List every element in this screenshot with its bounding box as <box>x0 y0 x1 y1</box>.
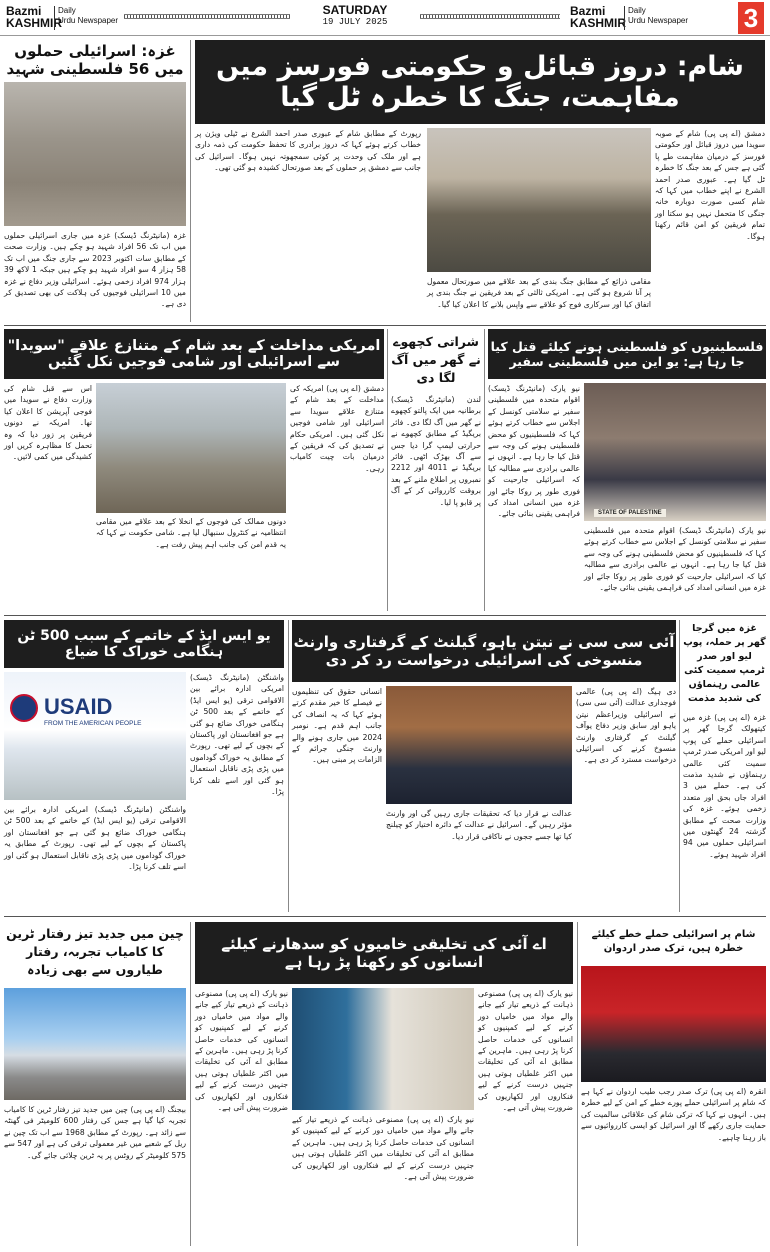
palestine-placard: STATE OF PALESTINE <box>594 509 666 517</box>
palestine-envoy-photo <box>584 383 766 521</box>
china-train-body: بیجنگ (اے پی پی) چین میں جدید تیز رفتار ٹرین کا کامیاب تجربہ کیا گیا ہے جس کی رفتار 600 کلومیٹر فی گھنٹہ سے زائد ہے۔ رپورٹ کے مطابق 1968 سے اب تک چین نے ریل کے شعبے میں غیر معمولی ترقی کی ہے اور 547 سے 575 کلومیٹر کے روٹس پر یہ ٹرین چلائی جائے گی۔ <box>4 1105 186 1160</box>
palestine-envoy-headline: فلسطینیوں کو فلسطینی ہونے کیلئے قتل کیا جا رہا ہے: یو این میں فلسطینی سفیر <box>488 329 766 379</box>
us-intervention-body-right: دمشق (اے پی پی) امریکہ کی مداخلت کے بعد شام کے متنازع علاقے سویدا سے اسرائیلی اور شامی فوجیں نکل گئی ہیں۔ امریکی حکام نے تصدیق کی کہ فریقین کے درمیان بات چیت کامیاب رہی۔ <box>290 384 384 473</box>
brand-line2-right: KASHMIR <box>570 16 626 30</box>
icc-body-left: انسانی حقوق کی تنظیموں نے فیصلے کا خیر مقدم کرتے ہوئے کہا کہ یہ انصاف کی جانب اہم قدم ہے۔ نومبر 2024 میں جاری ہونے والے وارنٹ جنگی جرائم کے الزامات پر مبنی ہیں۔ <box>292 687 382 765</box>
header-rule-left <box>124 14 290 19</box>
erdogan-body: انقرہ (اے پی پی) ترک صدر رجب طیب اردوان نے کہا ہے کہ شام پر اسرائیلی حملے پورے خطے کے امن کے لیے خطرہ ہیں۔ انہوں نے کہا کہ ترکی شام کی علاقائی سالمیت کی حمایت جاری رکھے گا اور اسرائیل کو ایسی کارروائیوں سے باز رہنا چاہیے۔ <box>581 1087 766 1142</box>
tagline-right-line1: Daily <box>628 6 646 15</box>
china-train-headline: چین میں جدید تیز رفتار ٹرین کا کامیاب تجربہ، رفتار طیاروں سے بھی زیادہ <box>4 922 186 982</box>
tagline-right-line2: Urdu Newspaper <box>628 16 689 25</box>
usaid-whitehouse-photo <box>4 672 186 800</box>
netanyahu-photo <box>386 686 572 804</box>
china-train-photo <box>4 988 186 1100</box>
brand-left <box>6 4 62 30</box>
column-rule-2 <box>387 329 388 611</box>
brand-line1-right: Bazmi <box>570 4 606 18</box>
tagline-left <box>58 6 120 26</box>
tagline-line1: Daily <box>58 6 76 15</box>
issue-day: SATURDAY <box>322 3 388 17</box>
gaza-body: غزہ (مانیٹرنگ ڈیسک) غزہ میں جاری اسرائیلی حملوں میں اب تک 56 افراد شہید ہو چکے ہیں۔ وزارت صحت کے مطابق سات اکتوبر 2023 سے جاری جنگ میں اب تک 58 ہزار 4 سو افراد شہید ہو چکے ہیں جبکہ 1 لاکھ 39 ہزار 974 افراد زخمی ہوئے۔ اسرائیلی وزیر دفاع نے غزہ میں 10 اسرائیلی فوجیوں کی ہلاکت کی بھی تصدیق کر دی ہے۔ <box>4 231 187 309</box>
brand-line1: Bazmi <box>6 4 42 18</box>
column-rule-7 <box>577 922 578 1246</box>
row-separator-3 <box>4 916 766 917</box>
ai-flaws-body-middle: نیو یارک (اے پی پی) مصنوعی ذہانت کے ذریعے تیار کیے جانے والے مواد میں خامیاں دور کرنے کے لیے کمپنیوں کو انسانوں کی خدمات حاصل کرنا پڑ رہی ہیں۔ ماہرین کے مطابق اے آئی کی تخلیقات میں اکثر غلطیاں ہوتی ہیں جنہیں درست کرنے کے لیے فنکاروں اور لکھاریوں کی ضرورت پیش آتی ہے۔ <box>292 1115 474 1182</box>
header-rule-right <box>420 14 560 19</box>
syria-druze-caption: مقامی ذرائع کے مطابق جنگ بندی کے بعد علاقے میں صورتحال معمول پر آنا شروع ہو گئی ہے۔ امریکی ثالثی کے بعد فریقین نے جنگ بندی پر اتفاق کیا اور سرکاری فوج کو علاقے سے واپس بلانے کا اعلان کیا گیا۔ <box>427 277 651 309</box>
sharti-body: لندن (مانیٹرنگ ڈیسک) برطانیہ میں ایک پالتو کچھوے نے گھر میں آگ لگا دی۔ فائر بریگیڈ کے مطابق کچھوے نے حرارتی لیمپ گرا دیا جس سے آگ بھڑک اٹھی۔ فائر بریگیڈ نے 4011 اور 2212 نمبروں پر اطلاع ملنے کے بعد بروقت کارروائی کر کے آگ پر قابو پا لیا۔ <box>391 395 481 507</box>
erdogan-headline: شام پر اسرائیلی حملے خطے کیلئے خطرہ ہیں، ترک صدر اردوان <box>581 922 766 962</box>
palestine-envoy-body-2: نیو یارک (مانیٹرنگ ڈیسک) اقوام متحدہ میں فلسطینی سفیر نے سلامتی کونسل کے اجلاس سے خطاب کرتے ہوئے کہا کہ فلسطینیوں کو محض فلسطینی ہونے کی وجہ سے قتل کیا جا رہا ہے۔ انہوں نے عالمی برادری سے مطالبہ کیا کہ اسرائیلی جارحیت کو فوری طور پر روکا جائے اور غزہ میں انسانی امداد کی فراہمی یقینی بنائی جائے۔ <box>584 526 766 593</box>
syria-druze-body-right: دمشق (اے پی پی) شام کے صوبہ سویدا میں دروز قبائل اور حکومتی فورسز کے درمیان مفاہمت طے پا گئی ہے جس کے بعد جنگ کا خطرہ ٹل گیا ہے۔ عبوری صدر احمد الشرع نے اپنے خطاب میں کہا کہ شام کسی صورت دوبارہ خانہ جنگی کا متحمل نہیں ہو سکتا اور تمام فریقین کو امن قائم رکھنا ہوگا۔ <box>655 129 765 241</box>
masthead <box>0 0 770 36</box>
column-rule-5 <box>679 620 680 912</box>
brand-separator-right <box>624 6 625 30</box>
icc-body-right: دی ہیگ (اے پی پی) عالمی فوجداری عدالت (آئی سی سی) نے اسرائیلی وزیراعظم نیتن یاہو اور سابق وزیر دفاع یوآف گیلنٹ کے گرفتاری وارنٹ منسوخ کرنے کی اسرائیلی درخواست مسترد کر دی ہے۔ <box>576 687 676 765</box>
ai-flaws-body-right: نیو یارک (اے پی پی) مصنوعی ذہانت کے ذریعے تیار کیے جانے والے مواد میں خامیاں دور کرنے کے لیے کمپنیوں کو انسانوں کی خدمات حاصل کرنا پڑ رہی ہیں۔ ماہرین کے مطابق اے آئی کی تخلیقات میں اکثر غلطیاں ہوتی ہیں جنہیں درست کرنے کے لیے فنکاروں اور لکھاریوں کی ضرورت پیش آتی ہے۔ <box>478 989 573 1113</box>
tagline-line2: Urdu Newspaper <box>58 16 119 25</box>
syria-troops-photo <box>96 383 286 513</box>
syria-druze-body-middle: رپورٹ کے مطابق شام کے عبوری صدر احمد الشرع نے ٹیلی ویژن پر خطاب کرتے ہوئے کہا کہ دروز برادری کا تحفظ حکومت کی ذمہ داری ہے اور ملک کی وحدت پر کوئی سمجھوتہ نہیں ہوگا۔ اسرائیل کی جانب سے دمشق پر حملوں کے بعد صورتحال کشیدہ ہو گئی تھی۔ <box>195 129 421 173</box>
syria-soldiers-photo <box>427 128 651 272</box>
icc-headline: آئی سی سی نے نیتن یاہو، گیلنٹ کے گرفتاری وارنٹ منسوخی کی اسرائیلی درخواست رد کر دی <box>292 620 676 682</box>
ai-robot-photo <box>292 988 474 1110</box>
sharti-headline: شراتی کچھوے نے گھر میں آگ لگا دی <box>391 329 481 391</box>
column-rule-3 <box>484 329 485 611</box>
column-rule <box>190 40 191 322</box>
gaza-headline: غزہ: اسرائیلی حملوں میں 56 فلسطینی شہید <box>4 40 186 80</box>
column-rule-4 <box>288 620 289 912</box>
usaid-seal-icon <box>10 694 38 722</box>
tagline-right <box>628 6 698 26</box>
gaza-church-body: غزہ (اے پی پی) غزہ میں کیتھولک گرجا گھر پر اسرائیلی حملے کی پوپ لیو اور امریکی صدر ٹرمپ سمیت کئی عالمی رہنماؤں نے شدید مذمت کی ہے۔ حملے میں 3 افراد جاں بحق اور متعدد زخمی ہوئے۔ غزہ کی وزارت صحت کے مطابق گزشتہ 24 گھنٹوں میں اسرائیلی حملوں میں 94 افراد شہید ہوئے۔ <box>683 713 766 859</box>
row-separator-2 <box>4 615 766 616</box>
ai-flaws-body-left: نیو یارک (اے پی پی) مصنوعی ذہانت کے ذریعے تیار کیے جانے والے مواد میں خامیاں دور کرنے کے لیے کمپنیوں کو انسانوں کی خدمات حاصل کرنا پڑ رہی ہیں۔ ماہرین کے مطابق اے آئی کی تخلیقات میں اکثر غلطیاں ہوتی ہیں جنہیں درست کرنے کے لیے فنکاروں اور لکھاریوں کی ضرورت پیش آتی ہے۔ <box>194 989 288 1113</box>
palestine-envoy-body: نیو یارک (مانیٹرنگ ڈیسک) اقوام متحدہ میں فلسطینی سفیر نے سلامتی کونسل کے اجلاس سے خطاب کرتے ہوئے کہا کہ فلسطینیوں کو محض فلسطینی ہونے کی وجہ سے قتل کیا جا رہا ہے۔ انہوں نے عالمی برادری سے مطالبہ کیا کہ اسرائیلی جارحیت کو فوری طور پر روکا جائے اور غزہ میں انسانی امداد کی فراہمی یقینی بنائی جائے۔ <box>488 384 580 519</box>
syria-druze-headline: شام: دروز قبائل و حکومتی فورسز میں مفاہمت، جنگ کا خطرہ ٹل گیا <box>195 40 765 124</box>
usaid-body-right: واشنگٹن (مانیٹرنگ ڈیسک) امریکی ادارہ برائے بین الاقوامی ترقی (یو ایس ایڈ) کے خاتمے کے بعد 500 ٹن ہنگامی خوراک ضائع ہو گئی ہے جو افغانستان اور پاکستان کے بچوں کے لیے تھی۔ رپورٹ کے مطابق یہ خوراک گوداموں میں پڑی پڑی ناقابل استعمال ہو گئی اور اسے تلف کرنا پڑا۔ <box>190 673 284 797</box>
brand-line2: KASHMIR <box>6 16 62 30</box>
erdogan-photo <box>581 966 766 1082</box>
page-number-badge: 3 <box>738 2 764 34</box>
icc-body-middle: عدالت نے قرار دیا کہ تحقیقات جاری رہیں گی اور وارنٹ مؤثر رہیں گے۔ اسرائیل نے عدالت کے دائرہ اختیار کو چیلنج کیا تھا جسے ججوں نے ناکافی قرار دیا۔ <box>386 809 572 841</box>
usaid-headline: یو ایس ایڈ کے خاتمے کے سبب 500 ٹن ہنگامی خوراک کا ضیاع <box>4 620 284 668</box>
row-separator-1 <box>4 325 766 326</box>
usaid-logo-sub: FROM THE AMERICAN PEOPLE <box>44 720 142 727</box>
ai-flaws-headline: اے آئی کی تخلیقی خامیوں کو سدھارنے کیلئے انسانوں کو رکھنا پڑ رہا ہے <box>195 922 573 984</box>
us-intervention-body-middle: دونوں ممالک کی فوجوں کے انخلا کے بعد علاقے میں مقامی انتظامیہ نے کنٹرول سنبھال لیا ہے۔ شامی حکومت نے کہا کہ یہ قدم امن کی جانب اہم پیش رفت ہے۔ <box>96 517 286 549</box>
usaid-body-left: واشنگٹن (مانیٹرنگ ڈیسک) امریکی ادارہ برائے بین الاقوامی ترقی (یو ایس ایڈ) کے خاتمے کے بعد 500 ٹن ہنگامی خوراک ضائع ہو گئی ہے جو افغانستان اور پاکستان کے بچوں کے لیے تھی۔ رپورٹ کے مطابق یہ خوراک گوداموں میں پڑی پڑی ناقابل استعمال ہو گئی اور اسے تلف کرنا پڑا۔ <box>4 805 187 872</box>
usaid-logo-text: USAID <box>44 694 113 719</box>
issue-date: 19 JULY 2025 <box>322 17 388 27</box>
column-rule-6 <box>190 922 191 1246</box>
us-intervention-body-left: اس سے قبل شام کی وزارت دفاع نے سویدا میں فوجی آپریشن کا اعلان کیا تھا۔ امریکہ نے دونوں فریقین پر زور دیا کہ وہ تحمل کا مظاہرہ کریں اور کشیدگی میں کمی لائیں۔ <box>4 384 92 462</box>
gaza-church-headline: غزہ میں گرجا گھر پر حملہ، پوپ لیو اور صدر ٹرمپ سمیت کئی عالمی رہنماؤں کی شدید مذمت <box>683 620 766 708</box>
gaza-rubble-photo <box>4 82 186 226</box>
us-intervention-headline: امریکی مداخلت کے بعد شام کے متنازع علاقے "سویدا" سے اسرائیلی اور شامی فوجیں نکل گئیں <box>4 329 384 379</box>
brand-separator <box>54 6 55 30</box>
brand-right <box>570 4 626 30</box>
